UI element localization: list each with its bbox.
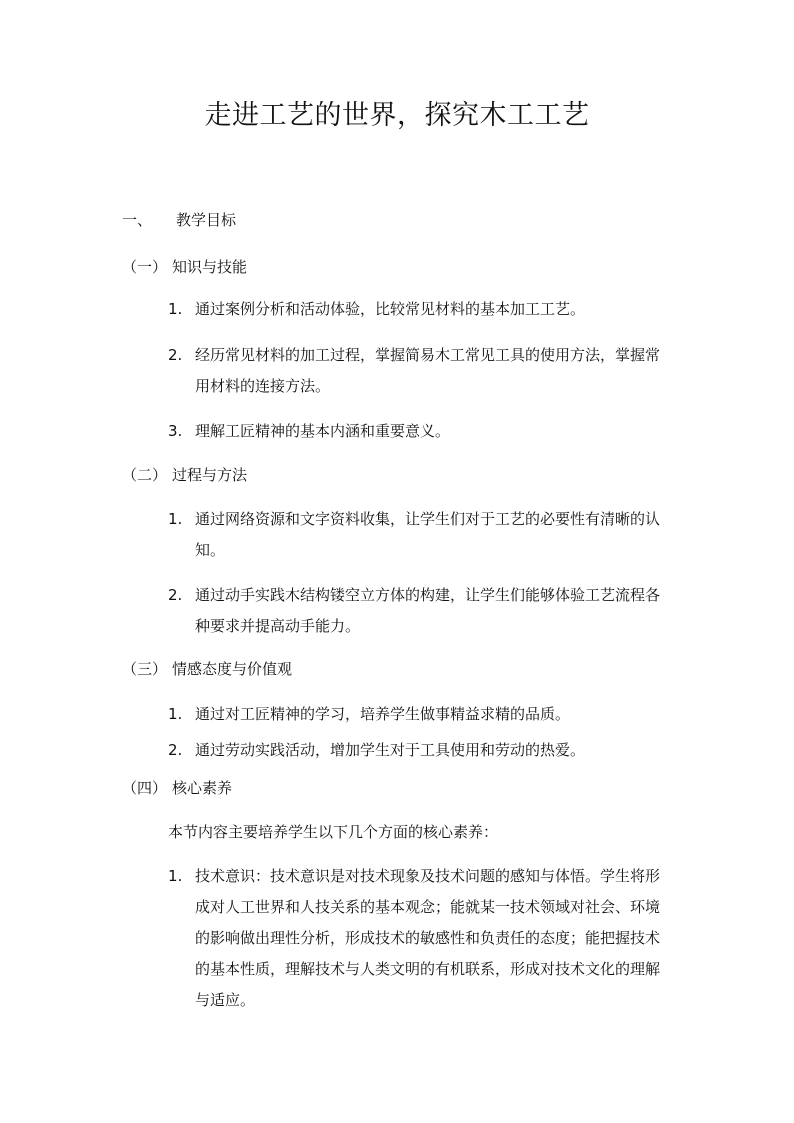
subsection-label: 核心素养 bbox=[172, 779, 233, 797]
list-item-number: 2. bbox=[168, 741, 183, 759]
subsection-process-methods bbox=[122, 463, 247, 487]
list-item-text: 通过劳动实践活动，增加学生对于工具使用和劳动的热爱。 bbox=[195, 741, 586, 759]
section-number: 一、 bbox=[122, 211, 153, 229]
list-item-number: 2. bbox=[168, 346, 183, 364]
subsection-number: （一） bbox=[122, 258, 168, 276]
subsection-label: 情感态度与价值观 bbox=[172, 660, 293, 678]
subsection-number: （三） bbox=[122, 660, 168, 678]
list-item-text: 通过案例分析和活动体验，比较常见材料的基本加工工艺。 bbox=[195, 300, 586, 318]
list-item bbox=[168, 735, 674, 766]
list-item-text: 理解工匠精神的基本内涵和重要意义。 bbox=[195, 422, 451, 440]
subsection-core-literacy bbox=[122, 776, 232, 800]
subsection-number: （四） bbox=[122, 779, 168, 797]
subsection-label: 过程与方法 bbox=[172, 466, 248, 484]
list-item bbox=[168, 416, 674, 447]
list-item-text: 通过动手实践木结构镂空立方体的构建，让学生们能够体验工艺流程各种要求并提高动手能力。 bbox=[195, 586, 661, 635]
core-literacy-intro: 本节内容主要培养学生以下几个方面的核心素养： bbox=[168, 823, 499, 841]
list-item-number: 1. bbox=[168, 510, 183, 528]
list-item-number: 2. bbox=[168, 586, 183, 604]
subsection-number: （二） bbox=[122, 466, 168, 484]
list-item-number: 1. bbox=[168, 300, 183, 318]
subsection-knowledge-skills bbox=[122, 255, 247, 279]
list-item-number: 1. bbox=[168, 867, 183, 885]
list-item bbox=[168, 861, 674, 1016]
list-item-text: 经历常见材料的加工过程，掌握简易木工常见工具的使用方法，掌握常用材料的连接方法。 bbox=[195, 346, 661, 395]
subsection-label: 知识与技能 bbox=[172, 258, 248, 276]
subsection-emotion-values bbox=[122, 657, 292, 681]
section-label: 教学目标 bbox=[176, 211, 237, 229]
list-item bbox=[168, 580, 674, 642]
list-item-text: 技术意识：技术意识是对技术现象及技术问题的感知与体悟。学生将形成对人工世界和人技关系的基本观念；能就某一技术领域对社会、环境的影响做出理性分析，形成技术的敏感性和负责任的态度；能把握技术的基本性质，理解技术与人类文明的有机联系，形成对技术文化的理解与适应。 bbox=[195, 867, 661, 1009]
list-item bbox=[168, 504, 674, 566]
list-item-text: 通过网络资源和文字资料收集，让学生们对于工艺的必要性有清晰的认知。 bbox=[195, 510, 661, 559]
list-item bbox=[168, 340, 674, 402]
section-teaching-objectives bbox=[122, 208, 236, 232]
list-item-number: 3. bbox=[168, 422, 183, 440]
list-item-text: 通过对工匠精神的学习，培养学生做事精益求精的品质。 bbox=[195, 705, 571, 723]
list-item bbox=[168, 294, 674, 325]
list-item bbox=[168, 699, 674, 730]
document-title: 走进工艺的世界，探究木工工艺 bbox=[204, 100, 590, 131]
list-item-number: 1. bbox=[168, 705, 183, 723]
